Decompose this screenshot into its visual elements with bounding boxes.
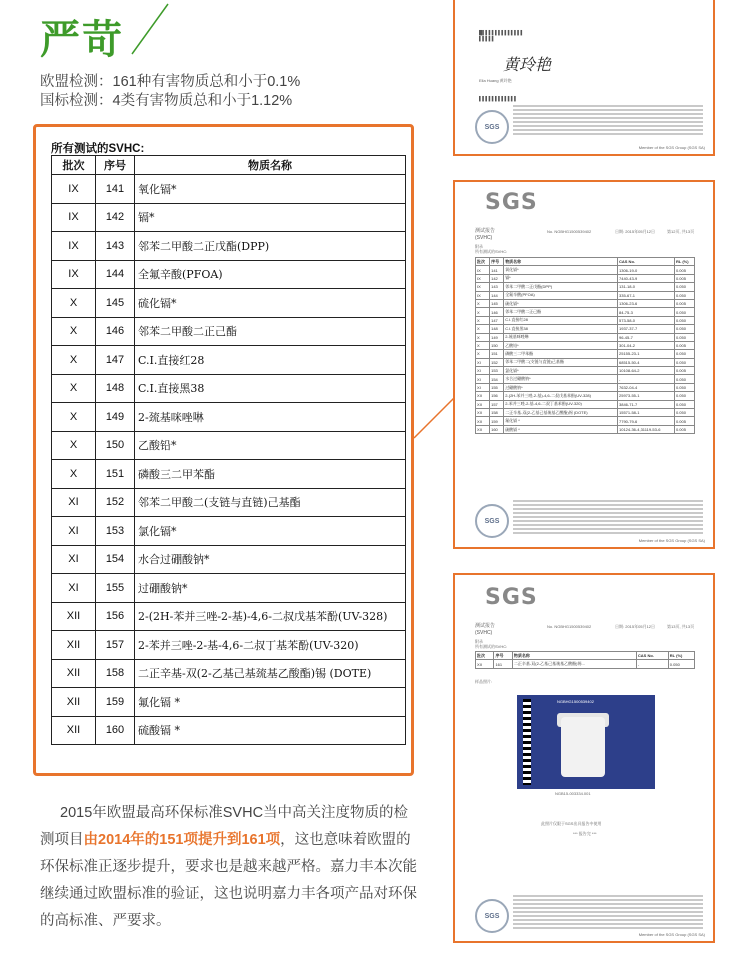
mini-cell: 氯化镉* bbox=[504, 367, 618, 375]
mini-cell: 0.005 bbox=[674, 425, 694, 433]
mini-cell: 1306-19-0 bbox=[618, 266, 675, 274]
sgs-stamp-icon: SGS bbox=[475, 504, 509, 538]
batch-cell: IX bbox=[52, 203, 96, 232]
doc2-annex: 附录 bbox=[475, 244, 483, 249]
number-cell: 155 bbox=[96, 574, 135, 603]
doc3-annex: 附录 bbox=[475, 639, 483, 644]
mini-cell: 7790-79-6 bbox=[618, 417, 675, 425]
mini-cell: 乙酸铅* bbox=[504, 341, 618, 349]
substance-cell: C.I.直接黑38 bbox=[135, 374, 406, 403]
number-cell: 151 bbox=[96, 460, 135, 489]
mini-cell: 148 bbox=[490, 325, 504, 333]
mini-cell: 145 bbox=[490, 299, 504, 307]
table-row bbox=[52, 289, 406, 318]
table-row bbox=[52, 374, 406, 403]
number-cell: 149 bbox=[96, 403, 135, 432]
batch-cell: XI bbox=[52, 517, 96, 546]
number-cell: 146 bbox=[96, 317, 135, 346]
substance-cell: 水合过硼酸钠* bbox=[135, 545, 406, 574]
table-row bbox=[52, 574, 406, 603]
mini-cell: 0.050 bbox=[674, 350, 694, 358]
mini-cell: 0.005 bbox=[674, 299, 694, 307]
number-cell: 144 bbox=[96, 260, 135, 289]
mini-cell: 142 bbox=[490, 274, 504, 282]
table-row bbox=[52, 203, 406, 232]
doc2-report-no: No. NGBHG1500539402 bbox=[547, 229, 592, 234]
substance-cell: 邻苯二甲酸二正己酯 bbox=[135, 317, 406, 346]
substance-cell: 镉* bbox=[135, 203, 406, 232]
table-row bbox=[476, 417, 695, 425]
substance-cell: 2-(2H-苯并三唑-2-基)-4,6-二叔戊基苯酚(UV-328) bbox=[135, 602, 406, 631]
table-row bbox=[52, 716, 406, 745]
table-row bbox=[476, 299, 695, 307]
gb-test-line: 国标检测：4类有害物质总和小于1.12% bbox=[40, 93, 293, 109]
batch-cell: X bbox=[52, 374, 96, 403]
mini-cell: 84-75-3 bbox=[618, 308, 675, 316]
substance-cell: 过硼酸钠* bbox=[135, 574, 406, 603]
number-cell: 142 bbox=[96, 203, 135, 232]
sgs-report-page-12 bbox=[453, 180, 715, 549]
mini-cell: IX bbox=[476, 266, 490, 274]
table-row bbox=[476, 660, 695, 668]
table-row bbox=[476, 266, 695, 274]
table-row bbox=[52, 488, 406, 517]
svhc-table bbox=[51, 155, 406, 745]
table-row bbox=[52, 346, 406, 375]
mini-cell: 157 bbox=[490, 400, 504, 408]
svhc-table-title: 所有测试的SVHC: bbox=[51, 143, 145, 155]
mini-cell: 1937-37-7 bbox=[618, 325, 675, 333]
substance-cell: 氧化镉* bbox=[135, 175, 406, 204]
mini-cell: 160 bbox=[490, 425, 504, 433]
number-cell: 141 bbox=[96, 175, 135, 204]
mini-cell: 2-(2H-苯并三唑-2-基)-4,6-二叔戊基苯酚(UV-328) bbox=[504, 392, 618, 400]
doc2-disclaimer-lines bbox=[513, 500, 703, 536]
number-cell: 157 bbox=[96, 631, 135, 660]
number-cell: 148 bbox=[96, 374, 135, 403]
substance-cell: 2-苯并三唑-2-基-4,6-二叔丁基苯酚(UV-320) bbox=[135, 631, 406, 660]
mini-cell: 0.050 bbox=[674, 400, 694, 408]
mini-cell: 156 bbox=[490, 392, 504, 400]
doc3-report-title: 测试报告 bbox=[475, 623, 496, 629]
signature: 黄玲艳 bbox=[503, 55, 552, 74]
mini-cell: 10108-64-2 bbox=[618, 367, 675, 375]
substance-cell: 二正辛基-双(2-乙基己基巯基乙酸酯)锡 (DOTE) bbox=[135, 659, 406, 688]
batch-cell: XII bbox=[52, 688, 96, 717]
table-row bbox=[52, 232, 406, 261]
mini-cell: X bbox=[476, 325, 490, 333]
mini-cell: 氧化镉* bbox=[504, 266, 618, 274]
mini-cell: 143 bbox=[490, 283, 504, 291]
batch-cell: IX bbox=[52, 175, 96, 204]
batch-cell: XII bbox=[52, 631, 96, 660]
mini-cell: 159 bbox=[490, 417, 504, 425]
sample-photo bbox=[517, 695, 655, 789]
mini-cell: 0.005 bbox=[674, 274, 694, 282]
page-title: 严苛 bbox=[40, 16, 124, 63]
mini-cell: X bbox=[476, 341, 490, 349]
mini-cell: 0.050 bbox=[674, 316, 694, 324]
table-row bbox=[52, 460, 406, 489]
decorative-slash bbox=[128, 2, 172, 56]
substance-cell: 氯化镉* bbox=[135, 517, 406, 546]
batch-cell: X bbox=[52, 403, 96, 432]
column-header-batch: 批次 bbox=[52, 156, 96, 175]
mini-cell: XII bbox=[476, 660, 494, 668]
mini-cell: 镉* bbox=[504, 274, 618, 282]
doc1-header-text: █▌▌▌▌▌▌▌▌▌▌▌▌▌ ▌▌▌▌▌ bbox=[479, 30, 524, 41]
substance-cell: 硫化镉* bbox=[135, 289, 406, 318]
photo-label: 样品照片: bbox=[475, 679, 493, 684]
mini-cell: - bbox=[618, 375, 675, 383]
mini-column-header: 批次 bbox=[476, 258, 490, 266]
mini-cell: XII bbox=[476, 425, 490, 433]
mini-cell: 邻苯二甲酸二正戊酯(DPP) bbox=[504, 283, 618, 291]
mini-cell: 155 bbox=[490, 383, 504, 391]
mini-cell: 141 bbox=[490, 266, 504, 274]
batch-cell: IX bbox=[52, 260, 96, 289]
mini-cell: 0.050 bbox=[674, 375, 694, 383]
number-cell: 158 bbox=[96, 659, 135, 688]
batch-cell: X bbox=[52, 317, 96, 346]
table-row bbox=[476, 375, 695, 383]
mini-cell: 二正辛基-双(2-乙基己基巯基乙酸酯)锡 (DOTE) bbox=[504, 409, 618, 417]
sgs-logo: SGS bbox=[485, 585, 538, 610]
batch-cell: X bbox=[52, 289, 96, 318]
table-row bbox=[476, 325, 695, 333]
substance-cell: 邻苯二甲酸二正戊酯(DPP) bbox=[135, 232, 406, 261]
mini-cell: 邻苯二甲酸二正己酯 bbox=[504, 308, 618, 316]
mini-cell: IX bbox=[476, 283, 490, 291]
mini-column-header: 序号 bbox=[490, 258, 504, 266]
mini-cell: 0.005 bbox=[674, 266, 694, 274]
mini-cell: XII bbox=[476, 417, 490, 425]
ruler-image bbox=[523, 699, 531, 785]
mini-column-header: CAS No. bbox=[618, 258, 675, 266]
mini-cell: 0.050 bbox=[674, 358, 694, 366]
sgs-member-text: Member of the SGS Group (SGS SA) bbox=[638, 538, 705, 543]
sgs-report-page-13 bbox=[453, 573, 715, 943]
mini-cell: 154 bbox=[490, 375, 504, 383]
doc2-subtitle: (SVHC) bbox=[475, 235, 493, 241]
doc3-all-svhc: 所有测试的SVHC: bbox=[475, 644, 508, 649]
number-cell: 145 bbox=[96, 289, 135, 318]
mini-cell: 0.050 bbox=[674, 409, 694, 417]
table-row bbox=[476, 358, 695, 366]
mini-cell: 全氟辛酸(PFOA) bbox=[504, 291, 618, 299]
batch-cell: XII bbox=[52, 659, 96, 688]
table-row bbox=[476, 316, 695, 324]
doc3-disclaimer-lines bbox=[513, 895, 703, 931]
mini-cell: 7440-43-9 bbox=[618, 274, 675, 282]
table-row bbox=[476, 383, 695, 391]
paragraph-highlight: 由2014年的151项提升到161项 bbox=[83, 832, 281, 848]
mini-cell: X bbox=[476, 333, 490, 341]
batch-cell: XII bbox=[52, 602, 96, 631]
doc2-svhc-table bbox=[475, 257, 695, 434]
mini-cell: X bbox=[476, 299, 490, 307]
mini-cell: 152 bbox=[490, 358, 504, 366]
table-row bbox=[52, 688, 406, 717]
mini-cell: 96-45-7 bbox=[618, 333, 675, 341]
mini-cell: C.I.直接红28 bbox=[504, 316, 618, 324]
mini-cell: XII bbox=[476, 400, 490, 408]
mini-cell: 7632-04-4 bbox=[618, 383, 675, 391]
mini-cell: 硫酸镉 * bbox=[504, 425, 618, 433]
substance-cell: 硫酸镉 * bbox=[135, 716, 406, 745]
mini-cell: 131-18-0 bbox=[618, 283, 675, 291]
number-cell: 152 bbox=[96, 488, 135, 517]
mini-column-header: 序号 bbox=[494, 652, 512, 660]
doc2-date: 日期: 2015年05月12日 bbox=[615, 229, 656, 234]
column-header-number: 序号 bbox=[96, 156, 135, 175]
mini-column-header: 批次 bbox=[476, 652, 494, 660]
batch-cell: IX bbox=[52, 232, 96, 261]
mini-cell: 3846-71-7 bbox=[618, 400, 675, 408]
table-row bbox=[476, 367, 695, 375]
doc2-report-title: 测试报告 bbox=[475, 228, 496, 234]
batch-cell: XI bbox=[52, 574, 96, 603]
batch-cell: XII bbox=[52, 716, 96, 745]
table-row bbox=[476, 425, 695, 433]
substance-cell: C.I.直接红28 bbox=[135, 346, 406, 375]
column-header-substance: 物质名称 bbox=[135, 156, 406, 175]
mini-cell: 149 bbox=[490, 333, 504, 341]
substance-cell: 磷酸三二甲苯酯 bbox=[135, 460, 406, 489]
sample-jar-image bbox=[561, 717, 605, 777]
table-header-row bbox=[476, 258, 695, 266]
description-paragraph bbox=[40, 800, 420, 935]
mini-cell: 0.005 bbox=[674, 367, 694, 375]
sgs-logo: SGS bbox=[485, 190, 538, 215]
table-row bbox=[52, 517, 406, 546]
doc2-page: 第12页, 共13页 bbox=[667, 229, 695, 234]
batch-cell: X bbox=[52, 460, 96, 489]
doc3-report-no: No. NGBHG1500539402 bbox=[547, 624, 592, 629]
table-row bbox=[476, 392, 695, 400]
sgs-report-page-signature bbox=[453, 0, 715, 156]
table-row bbox=[52, 545, 406, 574]
mini-cell: XI bbox=[476, 383, 490, 391]
mini-cell: X bbox=[476, 316, 490, 324]
doc1-address-text: ▌▌▌▌▌▌▌▌▌▌▌▌ bbox=[479, 96, 518, 101]
mini-cell: XII bbox=[476, 409, 490, 417]
doc3-subtitle: (SVHC) bbox=[475, 630, 493, 636]
photo-caption: 此照片仅限于SGS出具报告中使用 bbox=[541, 821, 602, 826]
table-row bbox=[52, 659, 406, 688]
sgs-stamp-icon: SGS bbox=[475, 899, 509, 933]
paragraph-part1: 2015年欧盟最高环保标准SVHC当中高关注度物质的检测项目 bbox=[40, 805, 409, 848]
mini-cell: 147 bbox=[490, 316, 504, 324]
table-row bbox=[52, 403, 406, 432]
mini-cell: 硫化镉* bbox=[504, 299, 618, 307]
number-cell: 160 bbox=[96, 716, 135, 745]
doc2-all-svhc: 所有测试的SVHC: bbox=[475, 249, 508, 254]
paragraph-part2: ，这也意味着欧盟的环保标准正逐步提升，要求也是越来越严格。嘉力丰本次能继续通过欧盟标准的验证，这也说明嘉力丰各项产品对环保的高标准、严要求。 bbox=[40, 832, 417, 929]
mini-cell: 2-巯基咪唑啉 bbox=[504, 333, 618, 341]
table-header-row bbox=[52, 156, 406, 175]
number-cell: 147 bbox=[96, 346, 135, 375]
mini-cell: - bbox=[636, 660, 668, 668]
mini-cell: 0.050 bbox=[674, 325, 694, 333]
number-cell: 143 bbox=[96, 232, 135, 261]
substance-cell: 邻苯二甲酸二(支链与直链)己基酯 bbox=[135, 488, 406, 517]
mini-cell: 0.050 bbox=[674, 383, 694, 391]
mini-cell: 150 bbox=[490, 341, 504, 349]
sgs-stamp-icon: SGS bbox=[475, 110, 509, 144]
mini-cell: 2-苯并三唑-2-基-4,6-二叔丁基苯酚(UV-320) bbox=[504, 400, 618, 408]
substance-cell: 乙酸铅* bbox=[135, 431, 406, 460]
mini-cell: 0.050 bbox=[674, 333, 694, 341]
table-row bbox=[476, 291, 695, 299]
mini-column-header: RL (%) bbox=[674, 258, 694, 266]
table-row bbox=[52, 631, 406, 660]
mini-cell: XII bbox=[476, 392, 490, 400]
batch-cell: X bbox=[52, 431, 96, 460]
batch-cell: XI bbox=[52, 488, 96, 517]
mini-column-header: 物质名称 bbox=[512, 652, 636, 660]
mini-cell: 158 bbox=[490, 409, 504, 417]
mini-cell: 0.050 bbox=[674, 291, 694, 299]
sgs-member-text: Member of the SGS Group (SGS SA) bbox=[638, 145, 705, 150]
table-row bbox=[476, 409, 695, 417]
table-row bbox=[476, 283, 695, 291]
mini-cell: 磷酸三二甲苯酯 bbox=[504, 350, 618, 358]
number-cell: 154 bbox=[96, 545, 135, 574]
table-row bbox=[476, 274, 695, 282]
mini-cell: 161 bbox=[494, 660, 512, 668]
mini-column-header: CAS No. bbox=[636, 652, 668, 660]
mini-cell: 68515-50-4 bbox=[618, 358, 675, 366]
mini-cell: 573-58-0 bbox=[618, 316, 675, 324]
mini-cell: 146 bbox=[490, 308, 504, 316]
mini-cell: 0.050 bbox=[674, 392, 694, 400]
batch-cell: XI bbox=[52, 545, 96, 574]
mini-column-header: RL (%) bbox=[668, 652, 694, 660]
mini-cell: 水合过硼酸钠* bbox=[504, 375, 618, 383]
doc3-svhc-table bbox=[475, 651, 695, 669]
mini-cell: 0.005 bbox=[674, 341, 694, 349]
table-row bbox=[476, 333, 695, 341]
mini-cell: 301-04-2 bbox=[618, 341, 675, 349]
doc3-date: 日期: 2015年05月12日 bbox=[615, 624, 656, 629]
mini-cell: 335-67-1 bbox=[618, 291, 675, 299]
number-cell: 156 bbox=[96, 602, 135, 631]
mini-cell: XI bbox=[476, 367, 490, 375]
mini-cell: 151 bbox=[490, 350, 504, 358]
mini-cell: 二正辛基-双(2-乙基己基巯基乙酸酯)锡... bbox=[512, 660, 636, 668]
photo-top-code: NGBHG1500539402 bbox=[557, 699, 594, 704]
mini-cell: XI bbox=[476, 358, 490, 366]
mini-cell: C.I.直接黑38 bbox=[504, 325, 618, 333]
number-cell: 159 bbox=[96, 688, 135, 717]
mini-cell: XI bbox=[476, 375, 490, 383]
table-header-row bbox=[476, 652, 695, 660]
substance-cell: 全氟辛酸(PFOA) bbox=[135, 260, 406, 289]
mini-cell: 0.005 bbox=[674, 417, 694, 425]
substance-cell: 氟化镉 * bbox=[135, 688, 406, 717]
mini-cell: IX bbox=[476, 291, 490, 299]
mini-cell: IX bbox=[476, 274, 490, 282]
mini-cell: 0.050 bbox=[674, 308, 694, 316]
table-row bbox=[476, 308, 695, 316]
substance-cell: 2-巯基咪唑啉 bbox=[135, 403, 406, 432]
batch-cell: X bbox=[52, 346, 96, 375]
table-row bbox=[52, 175, 406, 204]
mini-cell: 氟化镉 * bbox=[504, 417, 618, 425]
mini-cell: 15571-58-1 bbox=[618, 409, 675, 417]
mini-cell: 过硼酸钠* bbox=[504, 383, 618, 391]
report-end-marker: *** 报告完 *** bbox=[573, 831, 597, 836]
photo-code: NGB15-003334.001 bbox=[555, 791, 591, 796]
mini-cell: 0.050 bbox=[668, 660, 694, 668]
mini-cell: 1306-23-6 bbox=[618, 299, 675, 307]
eu-test-line: 欧盟检测：161种有害物质总和小于0.1% bbox=[40, 74, 301, 90]
doc1-disclaimer-lines bbox=[513, 105, 703, 137]
mini-cell: 邻苯二甲酸二(支链与直链)己基酯 bbox=[504, 358, 618, 366]
mini-cell: 25155-23-1 bbox=[618, 350, 675, 358]
mini-cell: 25973-55-1 bbox=[618, 392, 675, 400]
mini-cell: 144 bbox=[490, 291, 504, 299]
number-cell: 153 bbox=[96, 517, 135, 546]
table-row bbox=[52, 317, 406, 346]
table-row bbox=[476, 350, 695, 358]
table-row bbox=[52, 602, 406, 631]
mini-cell: X bbox=[476, 308, 490, 316]
table-row bbox=[52, 260, 406, 289]
table-row bbox=[476, 400, 695, 408]
mini-cell: 10124-36-4,31119-53-6 bbox=[618, 425, 675, 433]
table-row bbox=[52, 431, 406, 460]
doc3-page: 第13页, 共13页 bbox=[667, 624, 695, 629]
signer-label: Ella Huang 黄玲艳 bbox=[479, 78, 512, 83]
table-row bbox=[476, 341, 695, 349]
sgs-member-text: Member of the SGS Group (SGS SA) bbox=[638, 932, 705, 937]
mini-cell: X bbox=[476, 350, 490, 358]
mini-column-header: 物质名称 bbox=[504, 258, 618, 266]
svhc-table-panel bbox=[33, 124, 414, 776]
number-cell: 150 bbox=[96, 431, 135, 460]
mini-cell: 0.050 bbox=[674, 283, 694, 291]
mini-cell: 153 bbox=[490, 367, 504, 375]
